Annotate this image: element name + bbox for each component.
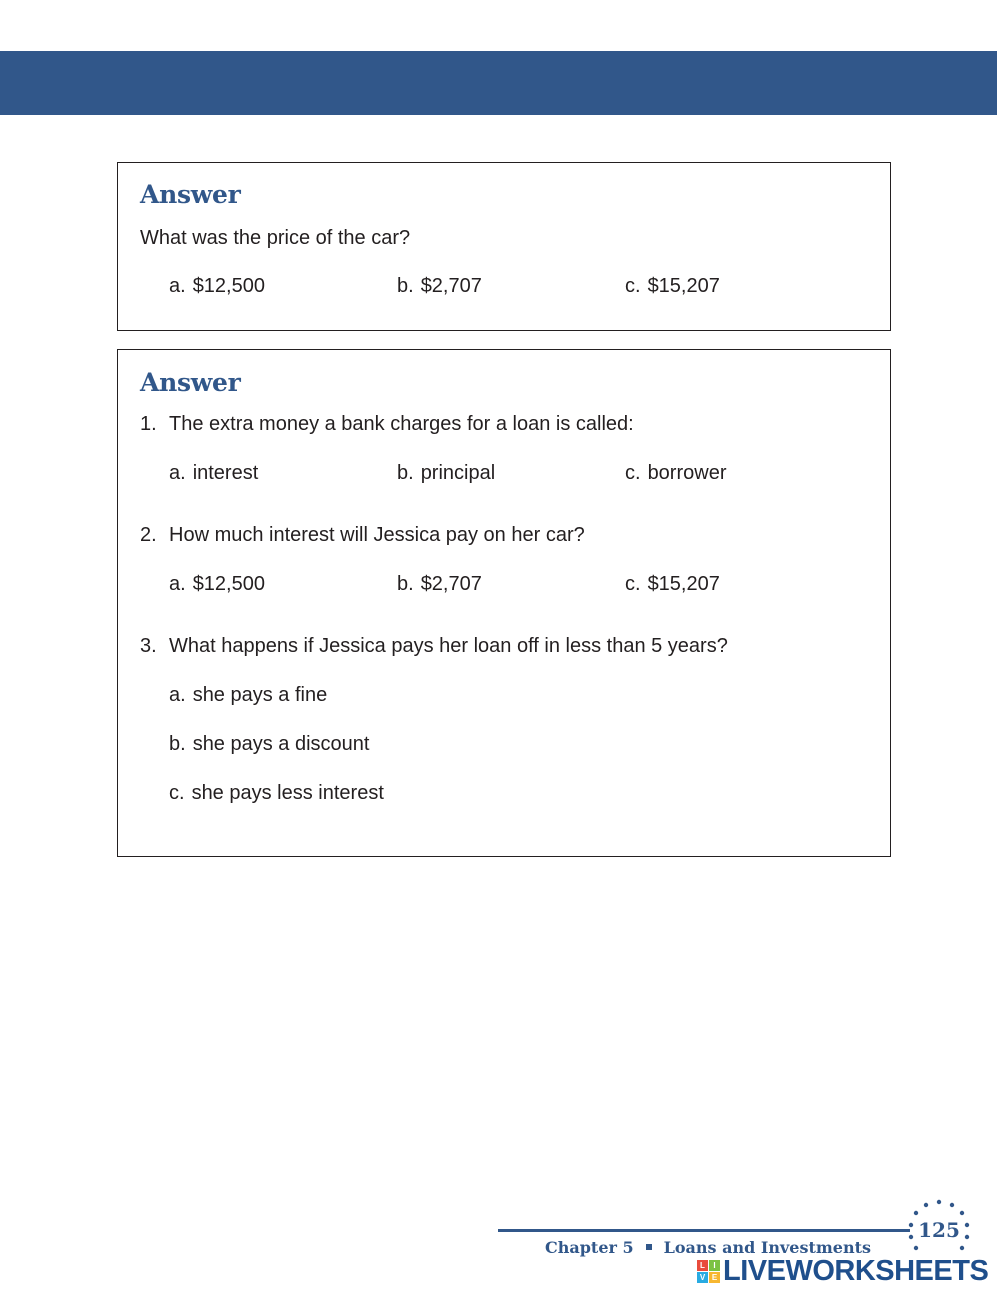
- option-letter: a.: [169, 462, 186, 484]
- option-letter: b.: [397, 462, 414, 484]
- option-text: $12,500: [192, 573, 265, 595]
- option-text: she pays a discount: [192, 733, 370, 755]
- footer-title: Loans and Investments: [663, 1238, 872, 1257]
- answer-heading: Answer: [140, 368, 241, 397]
- page-number: 125: [918, 1218, 960, 1242]
- q3-option-c[interactable]: [169, 782, 384, 805]
- option-letter: c.: [625, 573, 641, 595]
- question-text: How much interest will Jessica pay on her car?: [169, 524, 585, 546]
- option-a[interactable]: [169, 275, 265, 298]
- q3-option-b[interactable]: [169, 733, 369, 756]
- footer-chapter: Chapter 5: [545, 1238, 634, 1257]
- q1-option-a[interactable]: [169, 462, 258, 485]
- option-text: interest: [192, 462, 259, 484]
- question-text: The extra money a bank charges for a loan is called:: [169, 413, 634, 435]
- q2-option-b[interactable]: [397, 573, 482, 596]
- option-letter: a.: [169, 275, 186, 297]
- logo-block: E: [709, 1272, 720, 1283]
- q1-option-b[interactable]: [397, 462, 495, 485]
- option-text: principal: [420, 462, 496, 484]
- question-number: 1.: [140, 413, 157, 435]
- option-b[interactable]: [397, 275, 482, 298]
- option-text: she pays a fine: [192, 684, 328, 706]
- q3-option-a[interactable]: [169, 684, 327, 707]
- q2-option-a[interactable]: [169, 573, 265, 596]
- option-text: $15,207: [647, 275, 720, 297]
- option-text: $12,500: [192, 275, 265, 297]
- question-text: What happens if Jessica pays her loan off in less than 5 years?: [169, 635, 728, 657]
- option-letter: c.: [625, 462, 641, 484]
- answer-box-2: [117, 349, 891, 857]
- top-banner: [0, 51, 997, 115]
- q1-option-c[interactable]: [625, 462, 726, 485]
- option-letter: c.: [169, 782, 185, 804]
- logo-text: LIVEWORKSHEETS: [723, 1254, 989, 1287]
- option-letter: a.: [169, 573, 186, 595]
- option-letter: c.: [625, 275, 641, 297]
- q2-option-c[interactable]: [625, 573, 720, 596]
- option-c[interactable]: [625, 275, 720, 298]
- answer-box-1: [117, 162, 891, 331]
- answer-heading: Answer: [140, 180, 241, 209]
- option-letter: b.: [169, 733, 186, 755]
- logo-block: L: [697, 1260, 708, 1271]
- logo-blocks-icon: [697, 1260, 720, 1283]
- footer-separator-icon: [646, 1244, 652, 1250]
- option-letter: b.: [397, 275, 414, 297]
- option-text: borrower: [647, 462, 727, 484]
- option-text: $15,207: [647, 573, 720, 595]
- question-number: 3.: [140, 635, 157, 657]
- option-text: $2,707: [420, 275, 482, 297]
- option-text: $2,707: [420, 573, 482, 595]
- liveworksheets-logo: [697, 1256, 988, 1286]
- option-letter: b.: [397, 573, 414, 595]
- logo-block: V: [697, 1272, 708, 1283]
- footer-rule: [498, 1229, 910, 1232]
- question-number: 2.: [140, 524, 157, 546]
- option-letter: a.: [169, 684, 186, 706]
- question-text: What was the price of the car?: [140, 227, 411, 249]
- logo-block: I: [709, 1260, 720, 1271]
- option-text: she pays less interest: [191, 782, 384, 804]
